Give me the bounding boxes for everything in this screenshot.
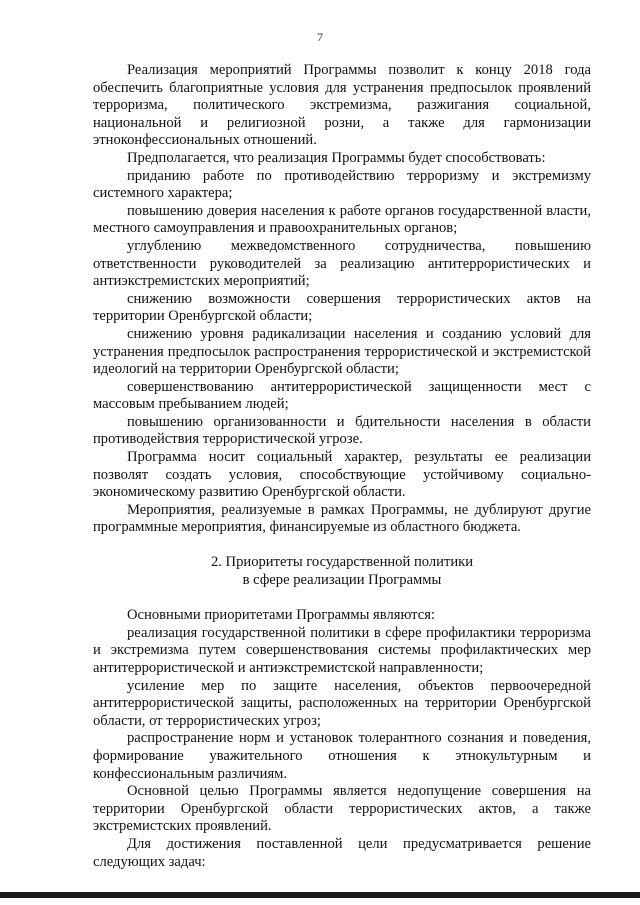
- list-item: усиление мер по защите населения, объектов первоочередной антитеррористической защиты, расположенных на территории Оренбургской области, от террористических угроз;: [93, 677, 591, 729]
- paragraph: Для достижения поставленной цели предусматривается решение следующих задач:: [93, 835, 591, 870]
- list-item: снижению возможности совершения террористических актов на территории Оренбургской области;: [93, 290, 591, 325]
- paragraph: Основной целью Программы является недопущение совершения на территории Оренбургской области террористических актов, а также экстремистских проявлений.: [93, 783, 591, 835]
- list-item: снижению уровня радикализации населения и созданию условий для устранения предпосылок распространения террористической и экстремистской идеологий на территории Оренбургской области;: [93, 325, 591, 378]
- paragraph: Мероприятия, реализуемые в рамках Программы, не дублируют другие программные мероприятия, финансируемые из областного бюджета.: [93, 501, 591, 536]
- paragraph: Реализация мероприятий Программы позволит к концу 2018 года обеспечить благоприятные условия для устранения предпосылок проявлений терроризма, политического экстремизма, разжигания социальной, национальной и религиозной розни, а также для гармонизации этноконфессиональных отношений.: [93, 62, 591, 149]
- page-number: 7: [317, 30, 323, 44]
- scan-edge-bar: [0, 892, 640, 898]
- document-body: [93, 62, 591, 871]
- paragraph: Предполагается, что реализация Программы будет способствовать:: [127, 149, 546, 166]
- list-item: совершенствованию антитеррористической защищенности мест с массовым пребыванием людей;: [93, 378, 591, 413]
- paragraph: Программа носит социальный характер, результаты ее реализации позволят создать условия, способствующие устойчивому социально-экономическому развитию Оренбургской области.: [93, 449, 591, 501]
- section-heading: [93, 554, 591, 589]
- paragraph: Основными приоритетами Программы являются:: [127, 607, 435, 624]
- list-item: распространение норм и установок толерантного сознания и поведения, формирование уважительного отношения к этнокультурным и конфессиональным различиям.: [93, 730, 591, 782]
- section-heading-line: 2. Приоритеты государственной политики: [210, 554, 474, 571]
- list-item: реализация государственной политики в сфере профилактики терроризма и экстремизма путем совершенствования системы профилактических мер антитеррористической и антиэкстремистской направленности;: [93, 624, 591, 676]
- section-heading-line: в сфере реализации Программы: [242, 571, 442, 588]
- list-item: повышению доверия населения к работе органов государственной власти, местного самоуправления и правоохранительных органов;: [93, 202, 591, 237]
- list-item: приданию работе по противодействию терроризму и экстремизму системного характера;: [93, 167, 591, 202]
- list-item: углублению межведомственного сотрудничества, повышению ответственности руководителей за реализацию антитеррористических и антиэкстремистских мероприятий;: [93, 237, 591, 290]
- list-item: повышению организованности и бдительности населения в области противодействия террористической угрозе.: [93, 413, 591, 448]
